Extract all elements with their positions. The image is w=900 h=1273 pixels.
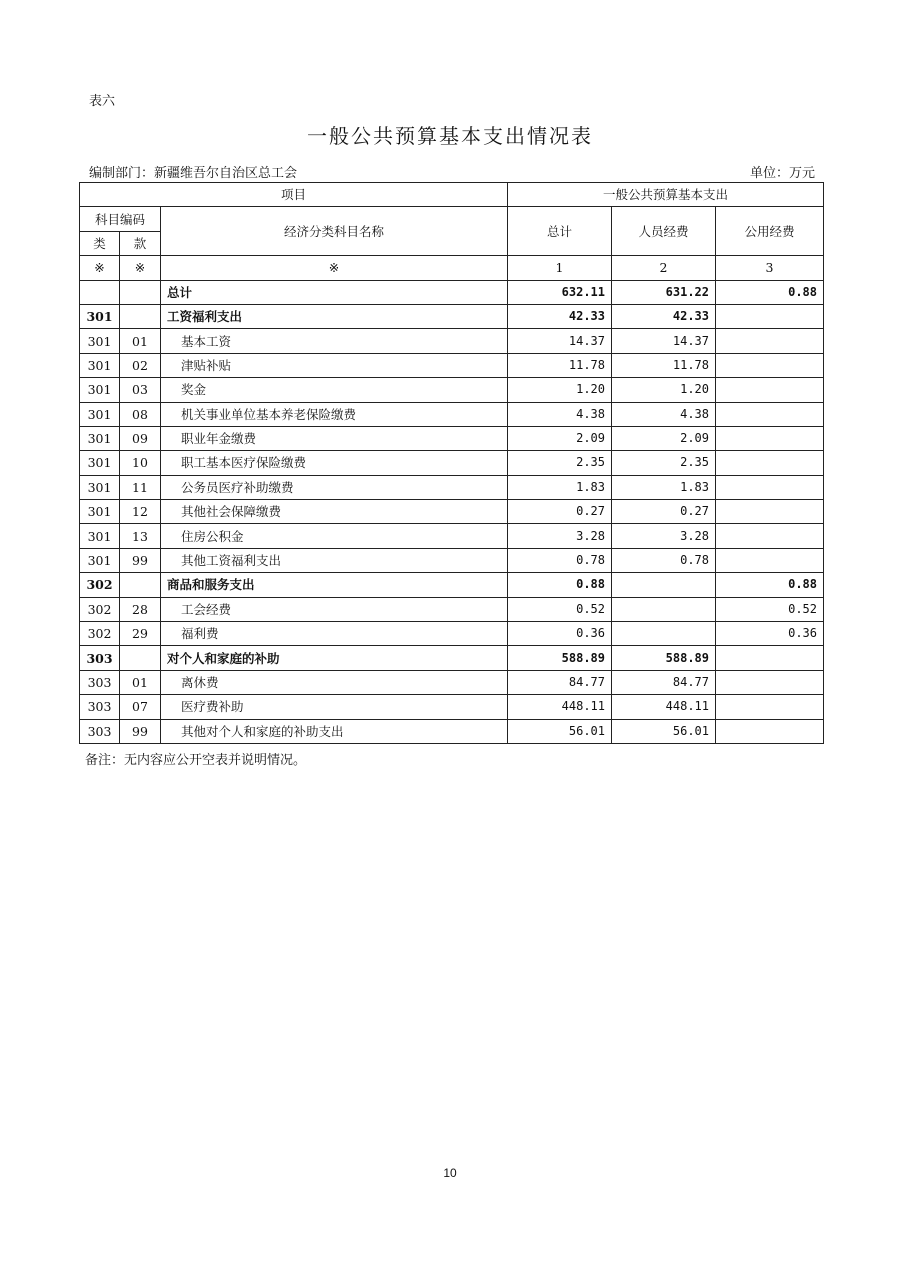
cell-total: 84.77 (508, 670, 612, 694)
cell-personnel: 588.89 (612, 646, 716, 670)
cell-lei: 301 (80, 329, 120, 353)
cell-lei: 302 (80, 573, 120, 597)
table-row (80, 402, 824, 426)
cell-name: 工会经费 (161, 597, 508, 621)
note: 备注：无内容应公开空表并说明情况。 (85, 753, 307, 768)
cell-total: 0.27 (508, 500, 612, 524)
cell-personnel: 2.09 (612, 426, 716, 450)
header-personnel: 人员经费 (612, 207, 716, 256)
cell-public (716, 500, 824, 524)
table-row (80, 622, 824, 646)
cell-public (716, 670, 824, 694)
cell-name: 基本工资 (161, 329, 508, 353)
table-row (80, 524, 824, 548)
table-row (80, 646, 824, 670)
table-row (80, 475, 824, 499)
header-name: 经济分类科目名称 (161, 207, 508, 256)
cell-public (716, 329, 824, 353)
mark-name: ※ (161, 256, 508, 280)
cell-personnel: 0.78 (612, 548, 716, 572)
cell-lei: 301 (80, 524, 120, 548)
cell-kuan: 29 (120, 622, 161, 646)
cell-personnel: 3.28 (612, 524, 716, 548)
cell-name: 机关事业单位基本养老保险缴费 (161, 402, 508, 426)
cell-total: 1.20 (508, 378, 612, 402)
cell-public (716, 524, 824, 548)
header-total: 总计 (508, 207, 612, 256)
cell-total: 4.38 (508, 402, 612, 426)
cell-total: 42.33 (508, 304, 612, 328)
cell-public (716, 451, 824, 475)
cell-name: 福利费 (161, 622, 508, 646)
table-row (80, 695, 824, 719)
cell-total: 14.37 (508, 329, 612, 353)
cell-kuan: 01 (120, 329, 161, 353)
mark-kuan: ※ (120, 256, 161, 280)
cell-personnel (612, 622, 716, 646)
cell-lei: 302 (80, 622, 120, 646)
cell-public: 0.52 (716, 597, 824, 621)
cell-lei: 301 (80, 451, 120, 475)
cell-personnel: 56.01 (612, 719, 716, 743)
cell-personnel: 631.22 (612, 280, 716, 304)
cell-kuan (120, 646, 161, 670)
cell-lei: 303 (80, 670, 120, 694)
cell-lei: 301 (80, 548, 120, 572)
header-kuan: 款 (120, 231, 161, 255)
cell-name: 公务员医疗补助缴费 (161, 475, 508, 499)
cell-lei: 303 (80, 719, 120, 743)
header-row-1 (80, 183, 824, 207)
cell-public (716, 646, 824, 670)
table-row (80, 719, 824, 743)
cell-total: 2.09 (508, 426, 612, 450)
cell-personnel: 0.27 (612, 500, 716, 524)
cell-name: 奖金 (161, 378, 508, 402)
cell-public (716, 426, 824, 450)
cell-lei: 301 (80, 353, 120, 377)
cell-name: 职业年金缴费 (161, 426, 508, 450)
cell-kuan: 13 (120, 524, 161, 548)
table-row (80, 329, 824, 353)
cell-personnel: 11.78 (612, 353, 716, 377)
cell-lei: 301 (80, 475, 120, 499)
department-label: 编制部门：新疆维吾尔自治区总工会 (89, 166, 298, 181)
table-row (80, 500, 824, 524)
table-row (80, 451, 824, 475)
table-row (80, 548, 824, 572)
cell-lei: 301 (80, 304, 120, 328)
cell-lei (80, 280, 120, 304)
table-row (80, 304, 824, 328)
cell-kuan (120, 573, 161, 597)
cell-lei: 303 (80, 695, 120, 719)
cell-kuan: 09 (120, 426, 161, 450)
cell-kuan: 10 (120, 451, 161, 475)
cell-public: 0.88 (716, 280, 824, 304)
cell-personnel: 84.77 (612, 670, 716, 694)
cell-public (716, 475, 824, 499)
cell-total: 0.52 (508, 597, 612, 621)
cell-kuan: 03 (120, 378, 161, 402)
cell-personnel: 448.11 (612, 695, 716, 719)
header-row-4 (80, 256, 824, 280)
cell-personnel (612, 573, 716, 597)
cell-total: 1.83 (508, 475, 612, 499)
cell-lei: 303 (80, 646, 120, 670)
cell-public (716, 304, 824, 328)
cell-kuan: 99 (120, 548, 161, 572)
col-number-2: 2 (612, 256, 716, 280)
cell-name: 对个人和家庭的补助 (161, 646, 508, 670)
table-row (80, 597, 824, 621)
cell-name: 商品和服务支出 (161, 573, 508, 597)
cell-name: 其他社会保障缴费 (161, 500, 508, 524)
cell-lei: 301 (80, 500, 120, 524)
cell-personnel: 1.83 (612, 475, 716, 499)
cell-name: 总计 (161, 280, 508, 304)
cell-public (716, 695, 824, 719)
cell-total: 448.11 (508, 695, 612, 719)
cell-name: 工资福利支出 (161, 304, 508, 328)
cell-lei: 301 (80, 426, 120, 450)
cell-lei: 301 (80, 402, 120, 426)
cell-public: 0.88 (716, 573, 824, 597)
cell-name: 住房公积金 (161, 524, 508, 548)
cell-public (716, 353, 824, 377)
cell-public: 0.36 (716, 622, 824, 646)
unit-label: 单位：万元 (749, 166, 815, 181)
cell-kuan (120, 280, 161, 304)
cell-lei: 302 (80, 597, 120, 621)
cell-kuan: 01 (120, 670, 161, 694)
cell-total: 0.36 (508, 622, 612, 646)
cell-personnel: 42.33 (612, 304, 716, 328)
col-number-1: 1 (508, 256, 612, 280)
cell-total: 0.88 (508, 573, 612, 597)
cell-personnel: 4.38 (612, 402, 716, 426)
cell-name: 医疗费补助 (161, 695, 508, 719)
cell-public (716, 548, 824, 572)
cell-public (716, 719, 824, 743)
cell-kuan: 07 (120, 695, 161, 719)
page-number: 10 (443, 1166, 457, 1180)
cell-public (716, 378, 824, 402)
header-group: 一般公共预算基本支出 (508, 183, 824, 207)
header-item: 项目 (80, 183, 508, 207)
cell-personnel: 2.35 (612, 451, 716, 475)
table-row (80, 573, 824, 597)
cell-public (716, 402, 824, 426)
header-code: 科目编码 (80, 207, 161, 231)
cell-personnel: 14.37 (612, 329, 716, 353)
table-row (80, 426, 824, 450)
page-title: 一般公共预算基本支出情况表 (307, 124, 593, 148)
table-label: 表六 (89, 94, 116, 109)
table-row (80, 378, 824, 402)
cell-total: 0.78 (508, 548, 612, 572)
cell-name: 职工基本医疗保险缴费 (161, 451, 508, 475)
cell-kuan: 08 (120, 402, 161, 426)
cell-total: 588.89 (508, 646, 612, 670)
cell-name: 其他对个人和家庭的补助支出 (161, 719, 508, 743)
cell-kuan: 99 (120, 719, 161, 743)
cell-total: 11.78 (508, 353, 612, 377)
budget-table (79, 182, 824, 744)
cell-total: 3.28 (508, 524, 612, 548)
header-public: 公用经费 (716, 207, 824, 256)
cell-kuan (120, 304, 161, 328)
cell-name: 其他工资福利支出 (161, 548, 508, 572)
cell-kuan: 02 (120, 353, 161, 377)
cell-kuan: 11 (120, 475, 161, 499)
cell-total: 632.11 (508, 280, 612, 304)
cell-name: 津贴补贴 (161, 353, 508, 377)
cell-name: 离休费 (161, 670, 508, 694)
cell-lei: 301 (80, 378, 120, 402)
table-row (80, 280, 824, 304)
cell-kuan: 12 (120, 500, 161, 524)
table-row (80, 670, 824, 694)
table-row (80, 353, 824, 377)
cell-total: 2.35 (508, 451, 612, 475)
header-row-2 (80, 207, 824, 231)
cell-total: 56.01 (508, 719, 612, 743)
col-number-3: 3 (716, 256, 824, 280)
cell-kuan: 28 (120, 597, 161, 621)
mark-lei: ※ (80, 256, 120, 280)
header-lei: 类 (80, 231, 120, 255)
cell-personnel (612, 597, 716, 621)
cell-personnel: 1.20 (612, 378, 716, 402)
